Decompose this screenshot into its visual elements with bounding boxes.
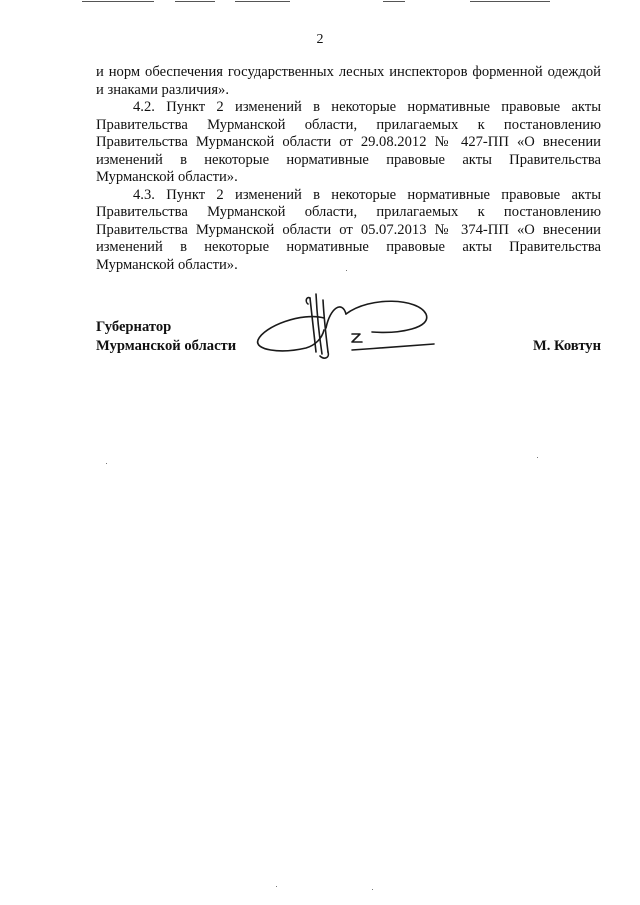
signatory-position <box>96 318 236 356</box>
position-line-1: Губернатор <box>96 319 172 335</box>
paragraph-item-4-3: 4.3. Пункт 2 изменений в некоторые нормативные правовые акты Правительства Мурманской области, прилагаемых к постановлению Правительства Мурманской области от 05.07.2013 № 374-ПП «О внесении изменений в некоторые нормативные правовые акты Правительства Мурманской области». <box>96 186 601 273</box>
document-body <box>96 64 601 274</box>
position-line-2: Мурманской области <box>96 338 237 354</box>
handwritten-signature <box>250 288 440 368</box>
paragraph-continuation: и норм обеспечения государственных лесных инспекторов форменной одеждой и знаками различия». <box>96 64 601 98</box>
page-number: 2 <box>316 32 324 47</box>
signatory-name: М. Ковтун <box>532 338 601 354</box>
paragraph-item-4-2: 4.2. Пункт 2 изменений в некоторые нормативные правовые акты Правительства Мурманской области, прилагаемых к постановлению Правительства Мурманской области от 29.08.2012 № 427-ПП «О внесении изменений в некоторые нормативные правовые акты Правительства Мурманской области». <box>96 99 601 185</box>
scan-edge-marks <box>0 0 640 4</box>
